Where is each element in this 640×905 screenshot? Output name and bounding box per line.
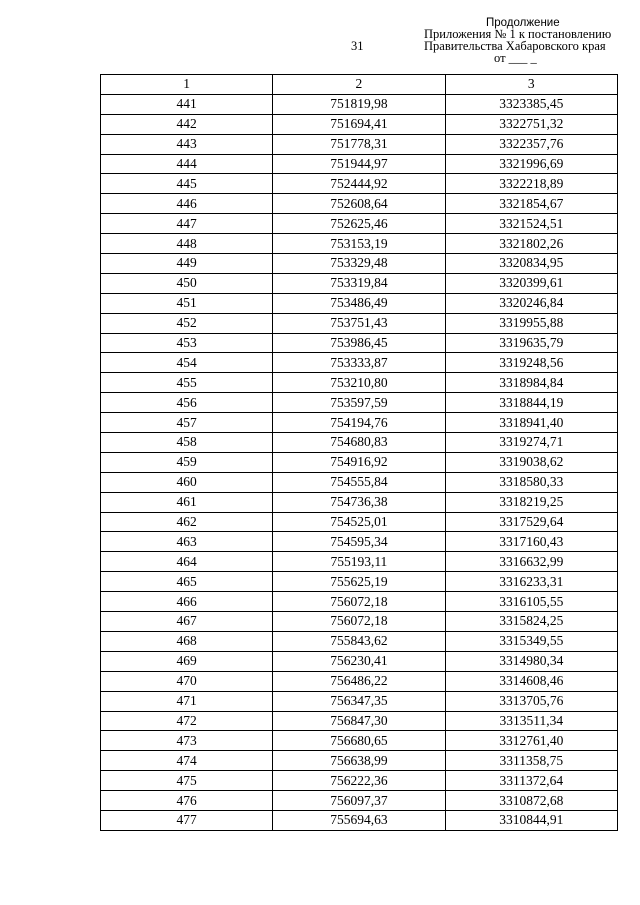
table-cell: 3316632,99 [445,552,617,572]
table-cell: 3319248,56 [445,353,617,373]
table-cell: 755625,19 [273,572,445,592]
table-row [101,791,618,811]
table-cell: 3310844,91 [445,810,617,830]
coordinates-table [100,74,618,831]
table-row [101,194,618,214]
table-cell: 3318580,33 [445,472,617,492]
table-cell: 754680,83 [273,433,445,453]
table-cell: 3315349,55 [445,631,617,651]
table-cell: 756638,99 [273,751,445,771]
table-row [101,313,618,333]
table-cell: 443 [101,134,273,154]
table-cell: 469 [101,651,273,671]
table-row [101,612,618,632]
table-cell: 756072,18 [273,592,445,612]
table-cell: 452 [101,313,273,333]
table-row [101,94,618,114]
table-cell: 3318219,25 [445,492,617,512]
table-cell: 444 [101,154,273,174]
table-cell: 461 [101,492,273,512]
table-row [101,114,618,134]
table-cell: 3312761,40 [445,731,617,751]
column-header: 1 [101,75,273,95]
table-cell: 756072,18 [273,612,445,632]
table-cell: 3320246,84 [445,293,617,313]
table-cell: 449 [101,254,273,274]
table-cell: 752608,64 [273,194,445,214]
table-row [101,433,618,453]
table-cell: 473 [101,731,273,751]
table-cell: 3315824,25 [445,612,617,632]
table-cell: 3321854,67 [445,194,617,214]
table-cell: 3314608,46 [445,671,617,691]
table-cell: 3319955,88 [445,313,617,333]
table-cell: 751694,41 [273,114,445,134]
table-cell: 442 [101,114,273,134]
table-cell: 451 [101,293,273,313]
table-cell: 450 [101,273,273,293]
table-row [101,353,618,373]
table-cell: 753751,43 [273,313,445,333]
table-cell: 474 [101,751,273,771]
table-cell: 460 [101,472,273,492]
table-cell: 3319038,62 [445,452,617,472]
table-cell: 752625,46 [273,214,445,234]
table-cell: 753319,84 [273,273,445,293]
table-cell: 458 [101,433,273,453]
table-cell: 3313511,34 [445,711,617,731]
table-cell: 751778,31 [273,134,445,154]
table-cell: 751944,97 [273,154,445,174]
table-cell: 756847,30 [273,711,445,731]
table-cell: 476 [101,791,273,811]
table-cell: 756347,35 [273,691,445,711]
table-row [101,254,618,274]
table-cell: 3323385,45 [445,94,617,114]
table-row [101,293,618,313]
table-cell: 3311358,75 [445,751,617,771]
table-cell: 753329,48 [273,254,445,274]
table-row [101,492,618,512]
table-cell: 454 [101,353,273,373]
column-header: 2 [273,75,445,95]
table-cell: 3320399,61 [445,273,617,293]
table-cell: 753597,59 [273,393,445,413]
header-government-line: Правительства Хабаровского края [424,39,606,53]
table-cell: 756486,22 [273,671,445,691]
table-row [101,532,618,552]
header-date-line: от ___ _ [494,51,537,65]
table-cell: 3319635,79 [445,333,617,353]
table-row [101,413,618,433]
table-row [101,234,618,254]
table-cell: 3316105,55 [445,592,617,612]
table-cell: 755694,63 [273,810,445,830]
table-cell: 465 [101,572,273,592]
table-cell: 3322357,76 [445,134,617,154]
table-cell: 753210,80 [273,373,445,393]
table-cell: 3318984,84 [445,373,617,393]
table-cell: 456 [101,393,273,413]
table-cell: 441 [101,94,273,114]
table-row [101,552,618,572]
table-cell: 3320834,95 [445,254,617,274]
table-cell: 754525,01 [273,512,445,532]
table-cell: 753153,19 [273,234,445,254]
table-cell: 468 [101,631,273,651]
table-cell: 3316233,31 [445,572,617,592]
table-row [101,393,618,413]
table-cell: 755193,11 [273,552,445,572]
table-cell: 754916,92 [273,452,445,472]
table-cell: 751819,98 [273,94,445,114]
table-cell: 3321996,69 [445,154,617,174]
table-cell: 459 [101,452,273,472]
table-cell: 462 [101,512,273,532]
table-cell: 755843,62 [273,631,445,651]
table-row [101,731,618,751]
table-cell: 457 [101,413,273,433]
table-row [101,631,618,651]
table-row [101,751,618,771]
table-cell: 756230,41 [273,651,445,671]
table-cell: 756222,36 [273,771,445,791]
table-cell: 464 [101,552,273,572]
table-cell: 756680,65 [273,731,445,751]
header-appendix-line: Приложения № 1 к постановлению [424,27,612,41]
table-cell: 754736,38 [273,492,445,512]
table-cell: 753486,49 [273,293,445,313]
table-cell: 471 [101,691,273,711]
table-cell: 472 [101,711,273,731]
table-cell: 3319274,71 [445,433,617,453]
table-cell: 3317529,64 [445,512,617,532]
table-row [101,771,618,791]
table-cell: 754555,84 [273,472,445,492]
header-continuation: Продолжение [486,17,560,29]
table-row [101,671,618,691]
table-cell: 3321802,26 [445,234,617,254]
table-cell: 753333,87 [273,353,445,373]
table-row [101,592,618,612]
table-row [101,810,618,830]
table-row [101,214,618,234]
table-cell: 3318844,19 [445,393,617,413]
table-cell: 470 [101,671,273,691]
table-cell: 448 [101,234,273,254]
table-row [101,174,618,194]
table-cell: 756097,37 [273,791,445,811]
table-cell: 455 [101,373,273,393]
table-cell: 467 [101,612,273,632]
table-cell: 3317160,43 [445,532,617,552]
table-row [101,452,618,472]
table-cell: 3310872,68 [445,791,617,811]
table-cell: 3321524,51 [445,214,617,234]
table-cell: 3313705,76 [445,691,617,711]
table-row [101,273,618,293]
table-row [101,154,618,174]
table-cell: 466 [101,592,273,612]
table-row [101,333,618,353]
table-row [101,472,618,492]
table-cell: 754595,34 [273,532,445,552]
table-row [101,134,618,154]
table-row [101,572,618,592]
table-cell: 754194,76 [273,413,445,433]
table-cell: 477 [101,810,273,830]
table-row [101,373,618,393]
table-cell: 3322751,32 [445,114,617,134]
column-header: 3 [445,75,617,95]
table-cell: 3314980,34 [445,651,617,671]
page-number: 31 [351,39,364,53]
table-cell: 463 [101,532,273,552]
table-cell: 3322218,89 [445,174,617,194]
table-cell: 753986,45 [273,333,445,353]
table-cell: 446 [101,194,273,214]
table-cell: 3311372,64 [445,771,617,791]
table-cell: 447 [101,214,273,234]
table-cell: 453 [101,333,273,353]
table-cell: 3318941,40 [445,413,617,433]
table-row [101,691,618,711]
table-row [101,512,618,532]
table-cell: 445 [101,174,273,194]
table-cell: 752444,92 [273,174,445,194]
table-row [101,711,618,731]
table-row [101,651,618,671]
table-cell: 475 [101,771,273,791]
table-header-row [101,75,618,95]
